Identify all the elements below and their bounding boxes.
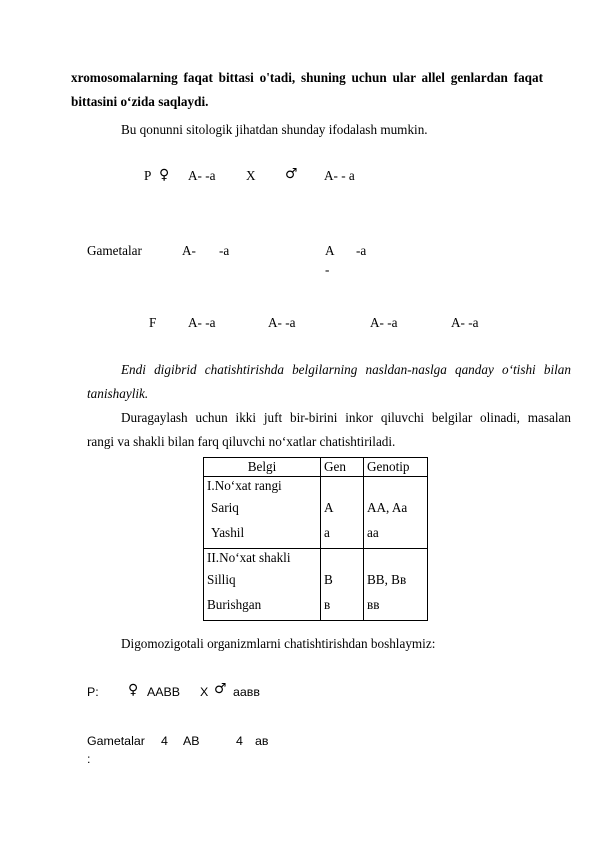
female-symbol-icon: ♀ [159, 167, 170, 183]
gamete1-a2: -a [219, 243, 230, 258]
f1-genotype-1: A- -a [188, 315, 216, 330]
table-group-title: I.No‘xat rangi [207, 478, 282, 493]
cross2-genotype-1: AABB [147, 685, 181, 699]
table-genotype: BB, Bв [367, 572, 407, 587]
table-gen: A [324, 500, 334, 515]
female-symbol-icon: ♀ [128, 682, 139, 698]
gamete1-b3: - [325, 262, 330, 277]
gametes1-label: Gametalar [87, 243, 142, 258]
cross1-genotype-1: A- -a [188, 168, 216, 183]
table-header-belgi: Belgi [204, 458, 321, 477]
table-trait: Sariq [211, 500, 239, 515]
intro-line-1: xromosomalarning faqat bittasi o'tadi, shuning uchun ular allel genlardan faqat [71, 70, 543, 85]
table-genotype: aa [367, 525, 379, 540]
table-group-title: II.No‘xat shakli [207, 550, 291, 565]
table-header-row [204, 458, 428, 477]
table-header-gen: Gen [321, 458, 364, 477]
cross1-x: X [246, 168, 256, 183]
f1-label: F [149, 315, 157, 330]
para1-line-1: Endi digibrid chatishtirishda belgilarning nasldan-naslga qanday o‘tishi bilan [121, 362, 571, 377]
table-trait: Burishgan [207, 597, 262, 612]
table-genotype: AA, Aa [367, 500, 408, 515]
table-cell-belgi [204, 477, 321, 549]
table-trait: Silliq [207, 572, 236, 587]
intro-line-2: bittasini o‘zida saqlaydi. [71, 94, 209, 109]
f1-genotype-4: A- -a [451, 315, 479, 330]
table-cell-genotip [364, 477, 428, 549]
gametes2-gamete-1: AB [183, 734, 200, 748]
table-trait: Yashil [211, 525, 245, 540]
table-cell-gen [321, 549, 364, 621]
table-row [204, 477, 428, 549]
cross1-p-label: P [144, 168, 152, 183]
digomozigot-line: Digomozigotali organizmlarni chatishtirishdan boshlaymiz: [121, 636, 436, 651]
table-header-genotip: Genotip [364, 458, 428, 477]
gametes2-label: Gametalar [87, 734, 145, 748]
cross2-x: X [200, 685, 209, 699]
table-row [204, 549, 428, 621]
gametes2-colon: : [87, 752, 91, 766]
gametes2-count-2: 4 [236, 734, 243, 748]
gamete1-a1: A- [182, 243, 196, 258]
table-gen: a [324, 525, 330, 540]
intro-line-3: Bu qonunni sitologik jihatdan shunday ifodalash mumkin. [121, 122, 428, 137]
gametes2-gamete-2: aв [255, 734, 269, 748]
f1-genotype-3: A- -a [370, 315, 398, 330]
para2-line-1: Duragaylash uchun ikki juft bir-birini inkor qiluvchi belgilar olinadi, masalan [121, 410, 571, 425]
table-gen: B [324, 572, 333, 587]
gametes2-count-1: 4 [161, 734, 168, 748]
gamete1-b1: A [325, 243, 335, 258]
table-cell-genotip [364, 549, 428, 621]
table-cell-belgi [204, 549, 321, 621]
gamete1-b2: -a [356, 243, 367, 258]
table-cell-gen [321, 477, 364, 549]
traits-table [203, 457, 428, 621]
cross1-genotype-2: A- - a [324, 168, 355, 183]
table-genotype: вв [367, 597, 380, 612]
f1-genotype-2: A- -a [268, 315, 296, 330]
male-symbol-icon: ♂ [214, 681, 227, 697]
table-gen: в [324, 597, 331, 612]
cross2-genotype-2: aaвв [233, 685, 260, 699]
para2-line-2: rangi va shakli bilan farq qiluvchi no‘xatlar chatishtiriladi. [87, 434, 396, 449]
cross2-p-label: P: [87, 685, 99, 699]
para1-line-2: tanishaylik. [87, 386, 149, 401]
male-symbol-icon: ♂ [285, 166, 298, 182]
